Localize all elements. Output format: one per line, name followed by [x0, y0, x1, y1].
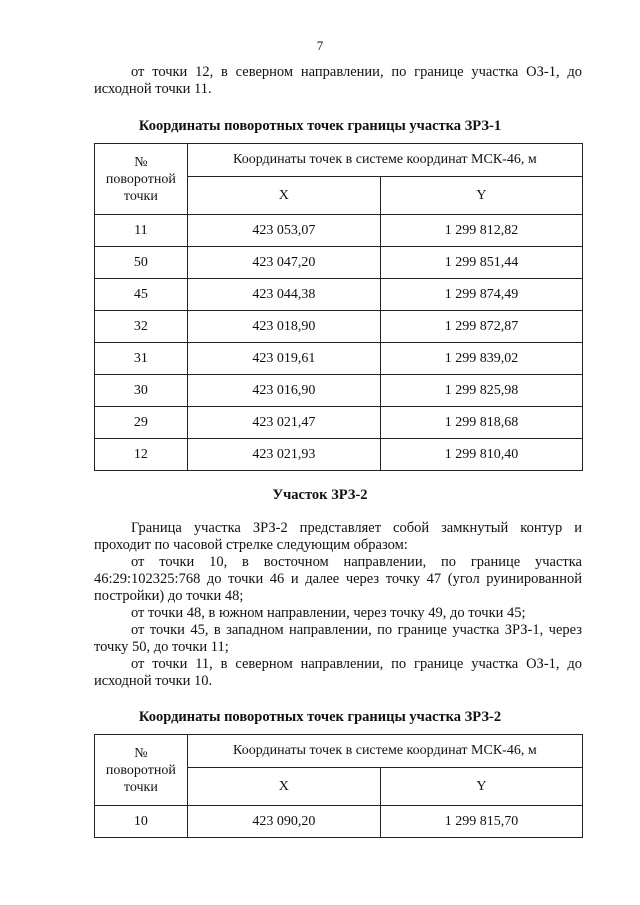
- table-row: [95, 279, 583, 311]
- table-row: [95, 343, 583, 375]
- header-point-line3: точки: [123, 779, 158, 795]
- cell-y: 1 299 815,70: [380, 806, 582, 838]
- table-row: [95, 375, 583, 407]
- header-y: Y: [380, 177, 582, 215]
- cell-x: 423 018,90: [187, 311, 380, 343]
- cell-x: 423 021,93: [187, 439, 380, 471]
- cell-x: 423 053,07: [187, 215, 380, 247]
- header-point-line1: №: [134, 745, 148, 761]
- cell-y: 1 299 874,49: [380, 279, 582, 311]
- table2-title: Координаты поворотных точек границы участка ЗРЗ-2: [138, 709, 502, 725]
- header-y: Y: [380, 768, 582, 806]
- cell-y: 1 299 851,44: [380, 247, 582, 279]
- intro-paragraph-text: от точки 12, в северном направлении, по границе участка ОЗ-1, до исходной точки 11.: [94, 64, 582, 97]
- header-point-line2: поворотной: [105, 762, 176, 778]
- coordinates-table-zrz1: [94, 143, 583, 471]
- coordinates-table-zrz2: [94, 734, 583, 838]
- page-number: 7: [316, 38, 324, 53]
- header-point-line3: точки: [123, 188, 158, 204]
- cell-x: 423 044,38: [187, 279, 380, 311]
- table-row: [95, 215, 583, 247]
- table-row: [95, 806, 583, 838]
- cell-point: 10: [95, 806, 188, 838]
- cell-y: 1 299 810,40: [380, 439, 582, 471]
- cell-point: 29: [95, 407, 188, 439]
- section-body: [94, 520, 582, 690]
- cell-x: 423 021,47: [187, 407, 380, 439]
- section-paragraph: Граница участка ЗРЗ-2 представляет собой замкнутый контур и проходит по часовой стрелке следующим образом:: [94, 520, 582, 553]
- cell-y: 1 299 818,68: [380, 407, 582, 439]
- cell-point: 11: [95, 215, 188, 247]
- table-row: [95, 439, 583, 471]
- cell-y: 1 299 872,87: [380, 311, 582, 343]
- cell-x: 423 019,61: [187, 343, 380, 375]
- header-point-number: [95, 735, 188, 806]
- cell-point: 31: [95, 343, 188, 375]
- cell-point: 50: [95, 247, 188, 279]
- section-paragraph: от точки 48, в южном направлении, через точку 49, до точки 45;: [131, 605, 526, 621]
- table1-title: Координаты поворотных точек границы участка ЗРЗ-1: [138, 118, 502, 134]
- table-header-row: [95, 735, 583, 768]
- table-row: [95, 247, 583, 279]
- header-coordinates: Координаты точек в системе координат МСК-46, м: [187, 144, 582, 177]
- section-paragraph: от точки 45, в западном направлении, по границе участка ЗРЗ-1, через точку 50, до точки 11;: [94, 622, 582, 655]
- intro-paragraph: [94, 64, 582, 98]
- cell-x: 423 016,90: [187, 375, 380, 407]
- header-point-number: [95, 144, 188, 215]
- section-paragraph: от точки 11, в северном направлении, по границе участка ОЗ-1, до исходной точки 10.: [94, 656, 582, 689]
- cell-point: 30: [95, 375, 188, 407]
- cell-y: 1 299 839,02: [380, 343, 582, 375]
- cell-point: 32: [95, 311, 188, 343]
- table-row: [95, 407, 583, 439]
- cell-y: 1 299 825,98: [380, 375, 582, 407]
- header-point-line2: поворотной: [105, 171, 176, 187]
- header-coordinates: Координаты точек в системе координат МСК-46, м: [187, 735, 582, 768]
- cell-point: 12: [95, 439, 188, 471]
- header-x: X: [187, 177, 380, 215]
- cell-point: 45: [95, 279, 188, 311]
- cell-y: 1 299 812,82: [380, 215, 582, 247]
- header-point-line1: №: [134, 154, 148, 170]
- cell-x: 423 090,20: [187, 806, 380, 838]
- header-x: X: [187, 768, 380, 806]
- section-title: Участок ЗРЗ-2: [272, 487, 368, 503]
- section-paragraph: от точки 10, в восточном направлении, по границе участка 46:29:102325:768 до точки 46 и далее через точку 47 (угол руинированной постройки) до точки 48;: [94, 554, 582, 604]
- table-row: [95, 311, 583, 343]
- cell-x: 423 047,20: [187, 247, 380, 279]
- table-header-row: [95, 144, 583, 177]
